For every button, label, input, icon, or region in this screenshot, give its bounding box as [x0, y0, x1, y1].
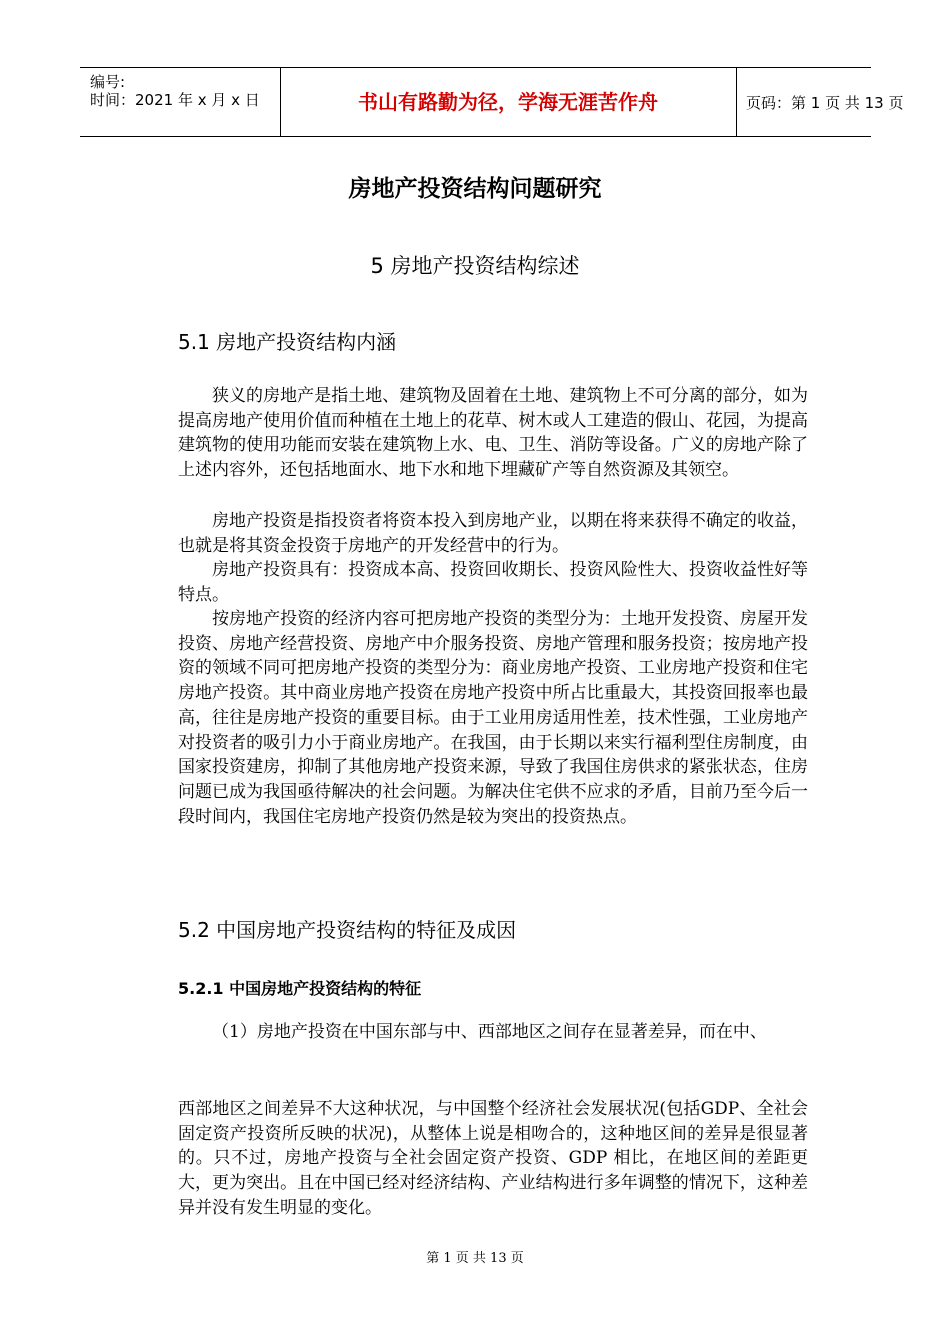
- paragraph: 房地产投资具有：投资成本高、投资回收期长、投资风险性大、投资收益性好等特点。: [178, 560, 808, 605]
- page-header: [80, 67, 904, 137]
- number-label: 编号:: [90, 73, 126, 91]
- paragraph: 狭义的房地产是指土地、建筑物及固着在土地、建筑物上不可分离的部分，如为提高房地产使用价值而种植在土地上的花草、树木或人工建造的假山、花园，为提高建筑物的使用功能而安装在建筑物上水、电、卫生、消防等设备。广义的房地产除了上述内容外，还包括地面水、地下水和地下埋藏矿产等自然资源及其领空。: [178, 386, 808, 481]
- section-heading: 5.1 房地产投资结构内涵: [178, 330, 397, 354]
- paragraph: 按房地产投资的经济内容可把房地产投资的类型分为：土地开发投资、房屋开发投资、房地产经营投资、房地产中介服务投资、房地产管理和服务投资；按房地产投资的领域不同可把房地产投资的类型分为：商业房地产投资、工业房地产投资和住宅房地产投资。其中商业房地产投资在房地产投资中所占比重最大，其投资回报率也最高，往往是房地产投资的重要目标。由于工业用房适用性差，技术性强，工业房地产对投资者的吸引力小于商业房地产。在我国，由于长期以来实行福利型住房制度，由国家投资建房，抑制了其他房地产投资来源，导致了我国住房供求的紧张状态，住房问题已成为我国亟待解决的社会问题。为解决住宅供不应求的矛盾，目前乃至今后一段时间内，我国住宅房地产投资仍然是较为突出的投资热点。: [178, 609, 808, 827]
- header-divider: [736, 68, 737, 136]
- header-divider: [280, 68, 281, 136]
- paragraph: 房地产投资是指投资者将资本投入到房地产业，以期在将来获得不确定的收益，也就是将其资金投资于房地产的开发经营中的行为。: [178, 511, 808, 556]
- header-motto: 书山有路勤为径，学海无涯苦作舟: [358, 90, 658, 114]
- header-meta: [80, 68, 280, 136]
- chapter-heading: 5 房地产投资结构综述: [370, 254, 580, 278]
- time-label: 时间：2021 年 x 月 x 日: [90, 91, 260, 109]
- page-footer: 第 1 页 共 13 页: [426, 1251, 524, 1266]
- document-title: 房地产投资结构问题研究: [348, 176, 602, 202]
- section-heading: 5.2 中国房地产投资结构的特征及成因: [178, 918, 517, 942]
- header-page-label: 页码：第 1 页 共 13 页: [746, 94, 904, 112]
- paragraph: （1）房地产投资在中国东部与中、西部地区之间存在显著差异，而在中、: [212, 1022, 767, 1042]
- subsection-heading: 5.2.1 中国房地产投资结构的特征: [178, 979, 422, 998]
- paragraph: 西部地区之间差异不大这种状况，与中国整个经济社会发展状况(包括GDP、全社会固定资产投资所反映的状况)，从整体上说是相吻合的，这种地区间的差异是很显著的。只不过，房地产投资与全社会固定资产投资、GDP 相比，在地区间的差距更大，更为突出。且在中国已经对经济结构、产业结构进行多年调整的情况下，这种差异并没有发生明显的变化。: [178, 1099, 808, 1218]
